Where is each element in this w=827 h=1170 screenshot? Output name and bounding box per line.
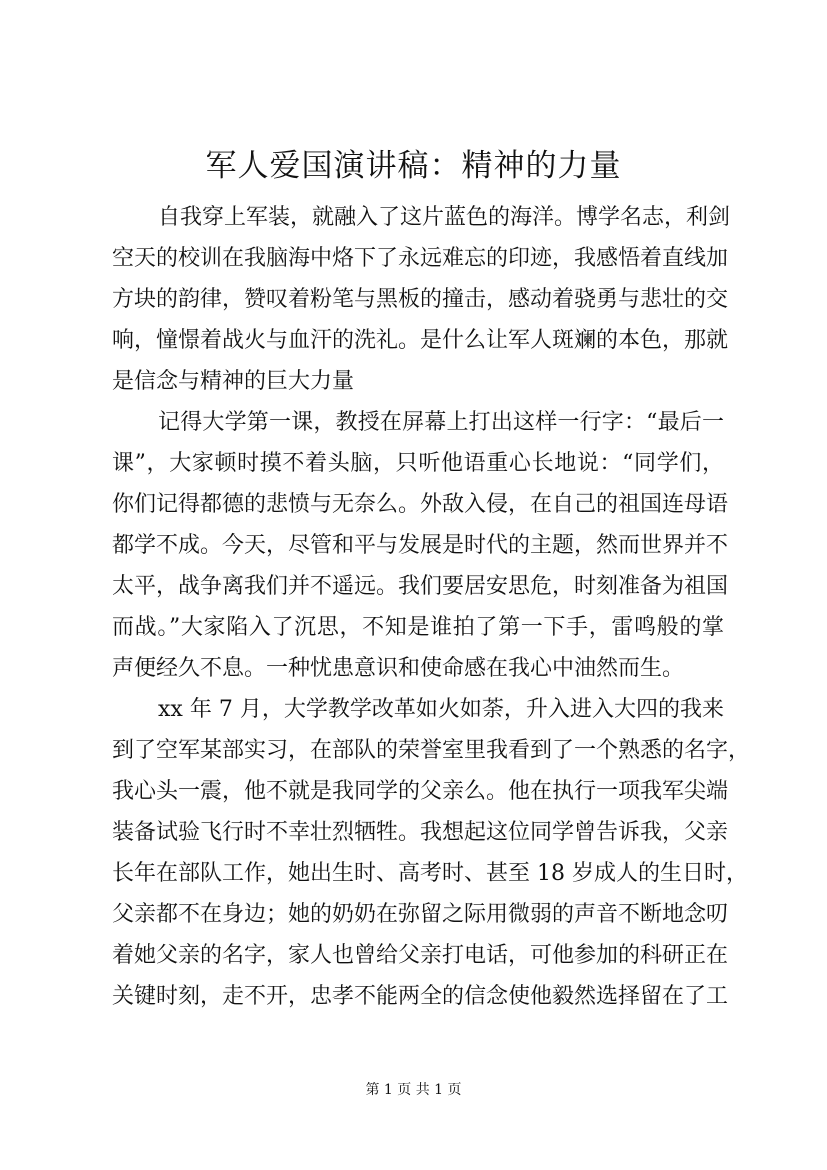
text-line: 自我穿上军装，就融入了这片蓝色的海洋。博学名志，利剑 xyxy=(158,205,731,230)
paragraph-2 xyxy=(112,402,729,689)
text-line: 都学不成。今天，尽管和平与发展是时代的主题，然而世界并不 xyxy=(112,533,729,558)
text-line: 我心头一震，他不就是我同学的父亲么。他在执行一项我军尖端 xyxy=(112,779,729,804)
text-line: 着她父亲的名字，家人也曾给父亲打电话，可他参加的科研正在 xyxy=(112,943,729,968)
text-line: 装备试验飞行时不幸壮烈牺牲。我想起这位同学曾告诉我，父亲 xyxy=(112,820,729,845)
text-line: xx 年 7 月，大学教学改革如火如荼，升入进入大四的我来 xyxy=(158,697,724,722)
document-body xyxy=(112,197,751,1017)
text-line: 记得大学第一课，教授在屏幕上打出这样一行字：“最后一 xyxy=(158,410,724,435)
text-line: 而战。”大家陷入了沉思，不知是谁拍了第一下手，雷鸣般的掌 xyxy=(112,615,724,640)
text-line: 声便经久不息。一种忧患意识和使命感在我心中油然而生。 xyxy=(112,656,685,681)
paragraph-1 xyxy=(112,197,731,402)
text-line: 你们记得都德的悲愤与无奈么。外敌入侵，在自己的祖国连母语 xyxy=(112,492,729,517)
text-line: 方块的韵律，赞叹着粉笔与黑板的撞击，感动着骁勇与悲壮的交 xyxy=(112,287,729,312)
text-line: 太平，战争离我们并不遥远。我们要居安思危，时刻准备为祖国 xyxy=(112,574,729,599)
text-line: 是信念与精神的巨大力量 xyxy=(112,369,355,394)
document-title: 军人爱国演讲稿：精神的力量 xyxy=(205,148,622,184)
text-line: 长年在部队工作，她出生时、高考时、甚至 18 岁成人的生日时， xyxy=(112,861,748,886)
text-line: 到了空军某部实习，在部队的荣誉室里我看到了一个熟悉的名字， xyxy=(112,738,751,763)
paragraph-3 xyxy=(112,689,751,1017)
text-line: 关键时刻，走不开，忠孝不能两全的信念使他毅然选择留在了工 xyxy=(112,984,729,1009)
page-footer: 第 1 页 共 1 页 xyxy=(365,1082,462,1098)
text-line: 空天的校训在我脑海中烙下了永远难忘的印迹，我感悟着直线加 xyxy=(112,246,729,271)
text-line: 课”，大家顿时摸不着头脑，只听他语重心长地说：“同学们， xyxy=(112,451,724,476)
text-line: 响，憧憬着战火与血汗的洗礼。是什么让军人斑斓的本色，那就 xyxy=(112,328,729,353)
text-line: 父亲都不在身边；她的奶奶在弥留之际用微弱的声音不断地念叨 xyxy=(112,902,729,927)
